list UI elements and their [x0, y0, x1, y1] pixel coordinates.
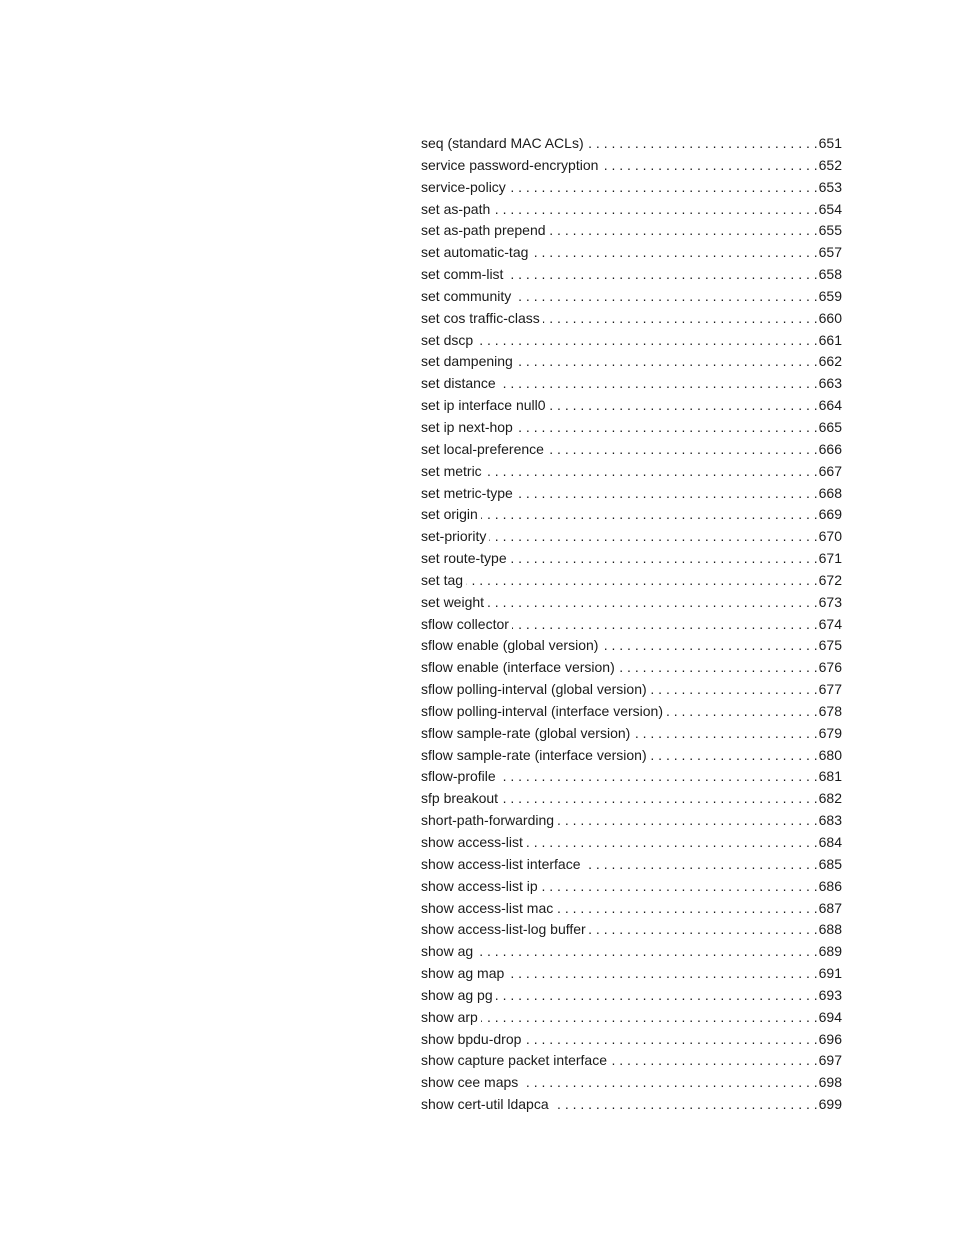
toc-entry[interactable] [421, 417, 842, 439]
toc-entry[interactable] [421, 723, 842, 745]
dot-leader [476, 941, 817, 963]
dot-leader [633, 723, 817, 745]
toc-entry-page-number: 694 [818, 1008, 842, 1025]
toc-entry-page-number: 660 [818, 309, 842, 326]
toc-entry-title: set distance [421, 375, 496, 392]
toc-entry-page-number: 664 [818, 397, 842, 414]
toc-entry-page-number: 699 [818, 1096, 842, 1113]
toc-entry-page-number: 674 [818, 615, 842, 632]
toc-entry-page-number: 670 [818, 528, 842, 545]
toc-entry[interactable] [421, 657, 842, 679]
toc-entry-title: set origin [421, 506, 478, 523]
toc-entry[interactable] [421, 810, 842, 832]
toc-entry[interactable] [421, 1029, 842, 1051]
dot-leader [481, 504, 818, 526]
toc-entry-page-number: 681 [818, 768, 842, 785]
toc-entry-title: set comm-list [421, 266, 504, 283]
toc-entry-page-number: 676 [818, 659, 842, 676]
dot-leader [618, 657, 818, 679]
toc-entry[interactable] [421, 330, 842, 352]
toc-entry-page-number: 662 [818, 353, 842, 370]
toc-entry-title: sflow sample-rate (interface version) [421, 746, 647, 763]
toc-entry[interactable] [421, 133, 842, 155]
dot-leader [499, 766, 818, 788]
toc-entry-title: set ip interface null0 [421, 397, 546, 414]
dot-leader [499, 373, 818, 395]
toc-entry-title: show arp [421, 1008, 478, 1025]
toc-entry-page-number: 668 [818, 484, 842, 501]
toc-entry[interactable] [421, 548, 842, 570]
toc-entry[interactable] [421, 614, 842, 636]
toc-entry[interactable] [421, 264, 842, 286]
toc-entry-title: show ag pg [421, 986, 493, 1003]
dot-leader [552, 1094, 818, 1116]
dot-leader [549, 220, 818, 242]
dot-leader [496, 985, 818, 1007]
toc-entry[interactable] [421, 1072, 842, 1094]
toc-entry-page-number: 679 [818, 724, 842, 741]
toc-entry-page-number: 673 [818, 593, 842, 610]
toc-entry[interactable] [421, 701, 842, 723]
toc-entry[interactable] [421, 351, 842, 373]
toc-entry-title: show access-list [421, 834, 523, 850]
toc-entry-title: show access-list interface [421, 855, 581, 872]
toc-entry-page-number: 687 [818, 899, 842, 916]
toc-entry-title: show access-list ip [421, 877, 538, 894]
toc-entry[interactable] [421, 395, 842, 417]
toc-entry-title: service-policy [421, 178, 506, 195]
toc-entry[interactable] [421, 854, 842, 876]
toc-entry[interactable] [421, 526, 842, 548]
toc-entry-title: set metric [421, 462, 482, 479]
dot-leader [489, 526, 817, 548]
dot-leader [666, 701, 818, 723]
dot-leader [509, 177, 818, 199]
dot-leader [466, 570, 818, 592]
toc-entry-page-number: 657 [818, 244, 842, 261]
toc-entry-page-number: 675 [818, 637, 842, 654]
toc-entry-page-number: 688 [818, 921, 842, 938]
dot-leader [601, 155, 817, 177]
toc-entry-title: set tag [421, 571, 464, 588]
toc-entry-title: sfp breakout [421, 790, 499, 807]
toc-entry[interactable] [421, 155, 842, 177]
dot-leader [549, 395, 818, 417]
toc-entry-title: set ip next-hop [421, 418, 513, 435]
dot-leader [541, 876, 818, 898]
toc-entry[interactable] [421, 592, 842, 614]
toc-entry-page-number: 683 [818, 812, 842, 829]
dot-leader [521, 1072, 817, 1094]
toc-entry-page-number: 698 [818, 1074, 842, 1091]
toc-entry-title: set route-type [421, 550, 507, 567]
toc-entry[interactable] [421, 199, 842, 221]
toc-entry-page-number: 663 [818, 375, 842, 392]
toc-entry-title: sflow polling-interval (interface version) [421, 702, 663, 719]
toc-entry-title: show ag [421, 943, 474, 960]
dot-leader [476, 330, 818, 352]
toc-entry-title: show ag map [421, 965, 505, 982]
toc-entry-title: short-path-forwarding [421, 812, 555, 829]
toc-entry[interactable] [421, 483, 842, 505]
dot-leader [516, 417, 818, 439]
dot-leader [584, 854, 818, 876]
toc-entry[interactable] [421, 220, 842, 242]
toc-entry-page-number: 651 [818, 135, 842, 151]
toc-entry-page-number: 671 [818, 550, 842, 567]
dot-leader [506, 264, 817, 286]
toc-entry[interactable] [421, 504, 842, 526]
toc-entry[interactable] [421, 439, 842, 461]
toc-entry[interactable] [421, 919, 842, 941]
toc-entry-title: show cert-util ldapca [421, 1096, 549, 1113]
toc-entry-title: sflow polling-interval (global version) [421, 681, 647, 698]
toc-entry-page-number: 655 [818, 222, 842, 239]
toc-entry-title: show access-list-log buffer [421, 921, 586, 938]
toc-entry-title: sflow enable (interface version) [421, 659, 615, 676]
toc-entry-page-number: 652 [818, 156, 842, 173]
toc-entry-page-number: 697 [818, 1052, 842, 1069]
toc-entry-page-number: 691 [818, 965, 842, 982]
toc-entry-page-number: 685 [818, 855, 842, 872]
toc-entry[interactable] [421, 635, 842, 657]
toc-entry-title: seq (standard MAC ACLs) [421, 135, 584, 151]
toc-entry-page-number: 659 [818, 287, 842, 304]
dot-leader [543, 308, 818, 330]
toc-entry-title: set cos traffic-class [421, 309, 540, 326]
toc-entry-page-number: 682 [818, 790, 842, 807]
dot-leader [507, 963, 817, 985]
toc-entry[interactable] [421, 1050, 842, 1072]
toc-entry-title: set metric-type [421, 484, 513, 501]
toc-entry-page-number: 672 [818, 571, 842, 588]
dot-leader [531, 242, 817, 264]
toc-entry-page-number: 684 [818, 834, 842, 850]
toc-entry[interactable] [421, 286, 842, 308]
dot-leader [556, 898, 817, 920]
toc-entry-page-number: 686 [818, 877, 842, 894]
table-of-contents [421, 133, 842, 1116]
toc-entry-page-number: 658 [818, 266, 842, 283]
toc-entry[interactable] [421, 373, 842, 395]
toc-entry[interactable] [421, 461, 842, 483]
dot-leader [524, 1029, 817, 1051]
dot-leader [557, 810, 818, 832]
toc-entry-page-number: 661 [818, 331, 842, 348]
dot-leader [501, 788, 818, 810]
toc-entry-title: set as-path prepend [421, 222, 546, 239]
toc-entry-page-number: 653 [818, 178, 842, 195]
dot-leader [589, 919, 818, 941]
toc-entry[interactable] [421, 242, 842, 264]
toc-entry-title: set dscp [421, 331, 474, 348]
toc-entry-title: set dampening [421, 353, 513, 370]
dot-leader [526, 832, 818, 854]
toc-entry-title: sflow-profile [421, 768, 496, 785]
toc-entry-page-number: 666 [818, 440, 842, 457]
dot-leader [516, 351, 818, 373]
dot-leader [512, 614, 818, 636]
toc-entry-title: set automatic-tag [421, 244, 529, 261]
toc-entry[interactable] [421, 985, 842, 1007]
dot-leader [481, 1007, 818, 1029]
dot-leader [610, 1050, 818, 1072]
toc-entry[interactable] [421, 941, 842, 963]
toc-entry[interactable] [421, 898, 842, 920]
toc-entry[interactable] [421, 1094, 842, 1116]
toc-entry-title: set local-preference [421, 440, 544, 457]
toc-entry[interactable] [421, 1007, 842, 1029]
toc-entry-title: service password-encryption [421, 156, 599, 173]
toc-entry-title: show cee maps [421, 1074, 519, 1091]
toc-entry-page-number: 678 [818, 702, 842, 719]
dot-leader [650, 745, 818, 767]
toc-entry-page-number: 654 [818, 200, 842, 217]
toc-entry-title: set-priority [421, 528, 487, 545]
dot-leader [650, 679, 818, 701]
dot-leader [485, 461, 818, 483]
toc-entry-page-number: 665 [818, 418, 842, 435]
toc-entry[interactable] [421, 876, 842, 898]
toc-entry[interactable] [421, 963, 842, 985]
dot-leader [601, 635, 817, 657]
dot-leader [516, 483, 818, 505]
toc-entry-page-number: 680 [818, 746, 842, 763]
toc-entry-page-number: 693 [818, 986, 842, 1003]
toc-entry[interactable] [421, 177, 842, 199]
toc-entry-title: sflow collector [421, 615, 509, 632]
dot-leader [493, 199, 817, 221]
toc-entry-page-number: 696 [818, 1030, 842, 1047]
toc-entry-title: show access-list mac [421, 899, 554, 916]
toc-entry-title: show capture packet interface [421, 1052, 607, 1069]
toc-entry[interactable] [421, 788, 842, 810]
toc-entry-page-number: 677 [818, 681, 842, 698]
toc-entry-title: show bpdu-drop [421, 1030, 522, 1047]
toc-entry[interactable] [421, 570, 842, 592]
toc-entry-title: set community [421, 287, 512, 304]
toc-entry-title: set as-path [421, 200, 491, 217]
toc-entry[interactable] [421, 832, 842, 854]
toc-entry[interactable] [421, 745, 842, 767]
toc-entry[interactable] [421, 308, 842, 330]
toc-entry-page-number: 689 [818, 943, 842, 960]
toc-entry[interactable] [421, 679, 842, 701]
toc-entry[interactable] [421, 766, 842, 788]
dot-leader [547, 439, 818, 461]
dot-leader [487, 592, 818, 614]
toc-entry-title: sflow enable (global version) [421, 637, 599, 654]
dot-leader [510, 548, 818, 570]
toc-entry-title: set weight [421, 593, 485, 610]
dot-leader [587, 133, 818, 155]
toc-entry-page-number: 669 [818, 506, 842, 523]
dot-leader [514, 286, 817, 308]
toc-entry-title: sflow sample-rate (global version) [421, 724, 631, 741]
toc-entry-page-number: 667 [818, 462, 842, 479]
